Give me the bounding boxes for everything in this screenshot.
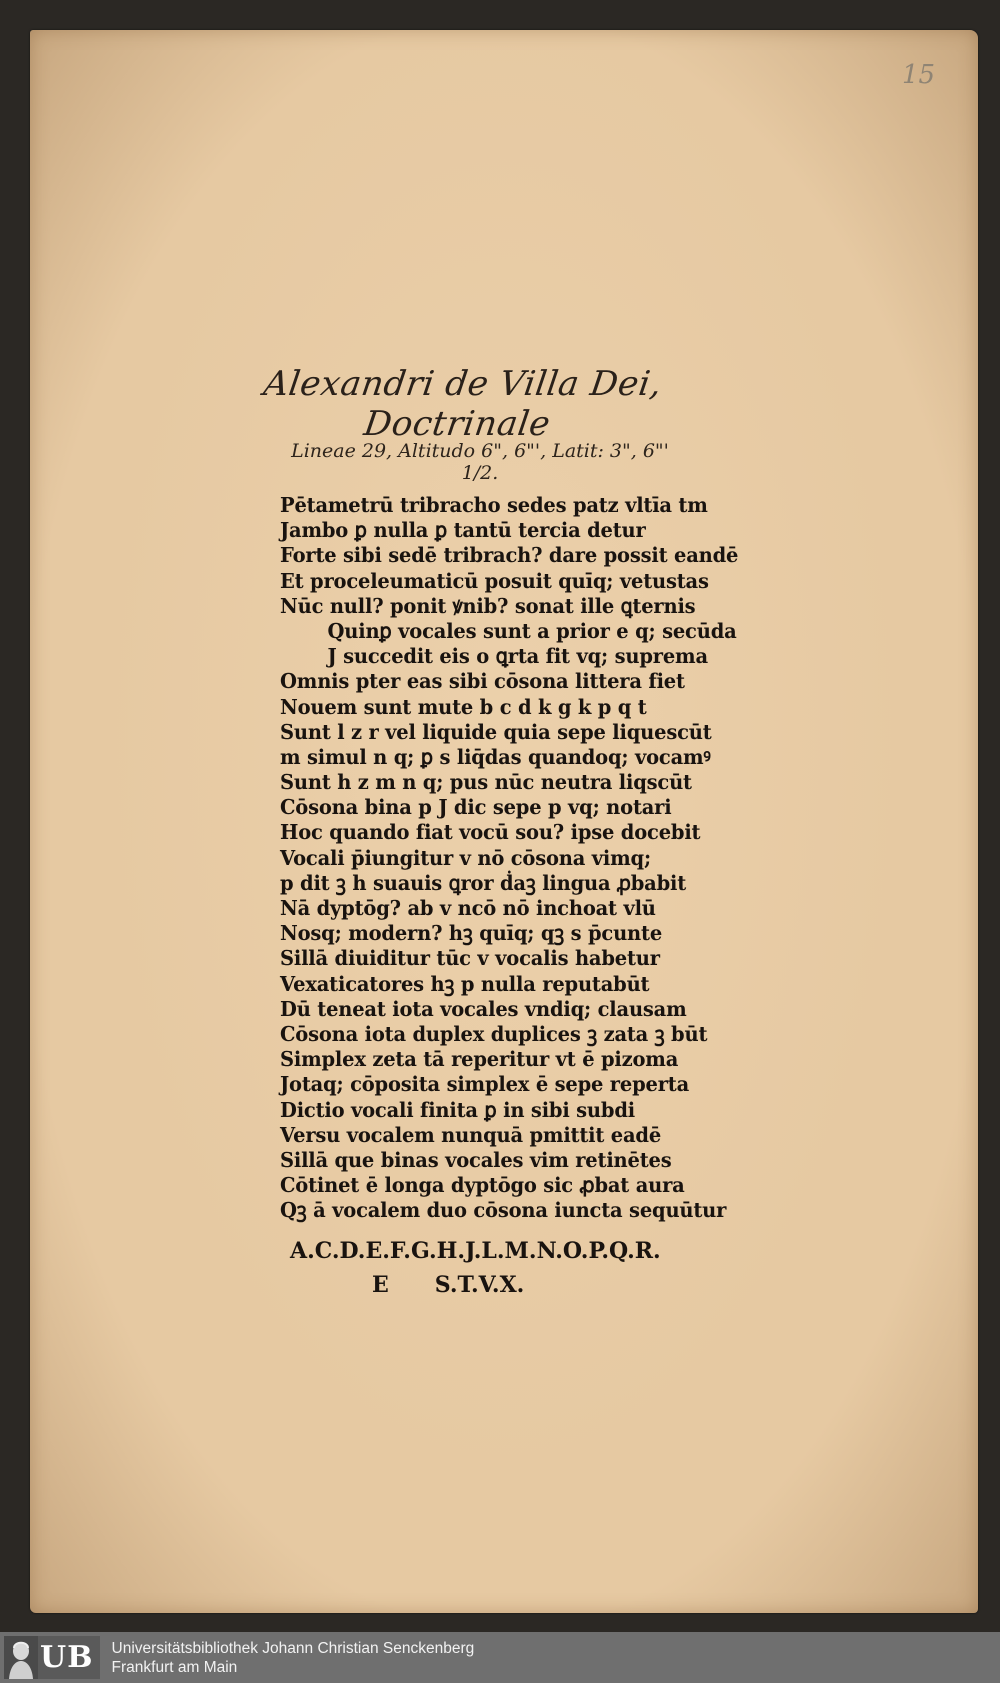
text-line: Versu vocalem nunquā pmittit eadē	[280, 1122, 662, 1147]
text-line: Nouem sunt mute b c d k g k p q t	[280, 694, 647, 719]
text-line: Jotaq; cōposita simplex ē sepe reperta	[280, 1072, 690, 1097]
library-footer-bar	[0, 1632, 1000, 1683]
text-line: Omnis pter eas sibi cōsona littera fiet	[280, 669, 685, 694]
text-line: Qꝫ ā vocalem duo cōsona iuncta sequūtur	[280, 1198, 727, 1223]
text-line: m simul n q; ꝑ s liq̄das quandoq; vocamꝰ	[280, 744, 711, 769]
text-line: J succedit eis o ꝗrta fit vq; suprema	[327, 644, 708, 669]
text-line: Quinꝑ vocales sunt a prior e q; secūda	[327, 618, 737, 643]
text-line: Cōtinet ē longa dyptōgo sic ꝓbat aura	[280, 1173, 685, 1198]
text-line: Pētametrū tribracho sedes patz vltīa tm	[280, 493, 708, 517]
senckenberg-portrait-icon	[4, 1636, 38, 1679]
text-line: Sunt l z r vel liquide quia sepe liquescūt	[280, 719, 712, 744]
alphabet-row-1: A.C.D.E.F.G.H.J.L.M.N.O.P.Q.R.	[290, 1238, 661, 1264]
library-logo[interactable]	[4, 1636, 100, 1679]
page-title: Alexandri de Villa Dei, Doctrinale	[261, 364, 665, 444]
text-line: Nūc null? ponit ꝟnib? sonat ille ꝗternis	[280, 593, 696, 618]
text-line: Hoc quando fiat vocū sou? ipse docebit	[280, 820, 701, 845]
alphabet-specimen	[290, 1234, 710, 1302]
text-line: Et proceleumaticū posuit quīq; vetustas	[280, 568, 709, 593]
alphabet-row-2: E S.T.V.X.	[372, 1272, 525, 1298]
text-line: Sunt h z m n q; pus nūc neutra liqscūt	[280, 770, 692, 795]
folio-number: 15	[902, 60, 936, 90]
text-line: Forte sibi sedē tribrach? dare possit eandē	[280, 543, 739, 568]
text-line: Sillā que binas vocales vim retinētes	[280, 1147, 672, 1172]
text-line: Dictio vocali finita ꝑ in sibi subdi	[280, 1097, 635, 1122]
measurements-line: Lineae 29, Altitudo 6", 6"', Latit: 3", 6"' 1/2.	[291, 440, 669, 484]
logo-text: UB	[40, 1640, 94, 1675]
gothic-text-block	[280, 493, 739, 1223]
text-line: Nā dyptōg? ab v ncō nō inchoat vlū	[280, 896, 656, 920]
text-line: Nosq; modern? hꝫ quīq; qꝫ s p̄cunte	[280, 921, 663, 946]
text-line: Cōsona iota duplex duplices ꝫ zata ꝫ būt	[280, 1021, 708, 1046]
library-name	[112, 1639, 475, 1677]
text-line: Cōsona bina p J dic sepe p vq; notari	[280, 795, 672, 820]
text-line: Vexaticatores hꝫ p nulla reputabūt	[280, 971, 650, 996]
text-line: Sillā diuiditur tūc v vocalis habetur	[280, 946, 660, 971]
text-line: Dū teneat iota vocales vndiq; clausam	[280, 996, 687, 1021]
library-name-line-1: Universitätsbibliothek Johann Christian Senckenberg	[111, 1639, 475, 1657]
library-name-line-2: Frankfurt am Main	[111, 1658, 238, 1676]
text-line: Simplex zeta tā reperitur vt ē pizoma	[280, 1047, 679, 1072]
text-line: Jambo ꝑ nulla ꝑ tantū tercia detur	[280, 518, 646, 543]
text-line: Vocali p̄iungitur v nō cōsona vimq;	[280, 845, 651, 870]
text-line: p dit ꝫ h suauis ꝗror ḋaꝫ lingua ꝓbabit	[280, 870, 687, 895]
